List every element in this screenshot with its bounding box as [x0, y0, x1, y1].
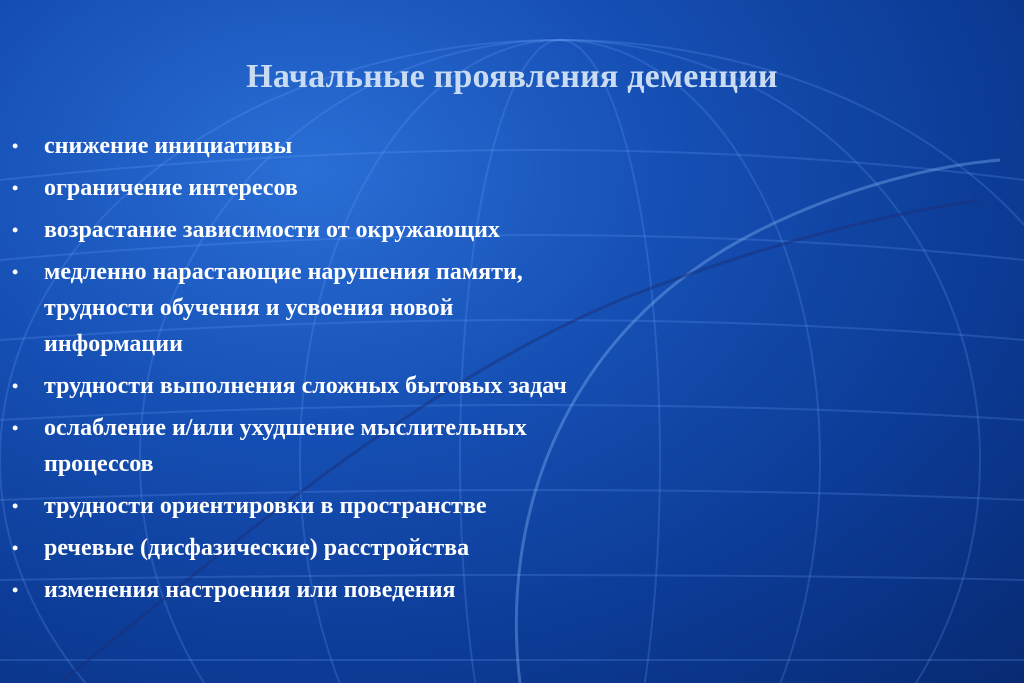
list-item-text: трудности выполнения сложных бытовых задач: [44, 373, 567, 399]
list-item: [0, 530, 1000, 566]
bullet-icon: •: [12, 538, 19, 558]
list-item-text: ограничение интересов: [44, 175, 298, 201]
bullet-icon: •: [12, 136, 19, 156]
bullet-icon: •: [12, 262, 19, 282]
bullet-icon: •: [12, 580, 19, 600]
list-item: [0, 368, 1000, 404]
bullet-icon: •: [12, 178, 19, 198]
slide-title: Начальные проявления деменции: [246, 58, 778, 95]
list-item-text-continued: информации: [44, 331, 183, 357]
bullet-list: [0, 128, 1000, 614]
list-item-text: изменения настроения или поведения: [44, 577, 456, 603]
list-item-text: снижение инициативы: [44, 133, 293, 159]
list-item-text: трудности ориентировки в пространстве: [44, 493, 487, 519]
list-item-text-continued: трудности обучения и усвоения новой: [44, 295, 454, 321]
bullet-icon: •: [12, 418, 19, 438]
list-item: [0, 170, 1000, 206]
list-item: [0, 488, 1000, 524]
list-item: [0, 572, 1000, 608]
bullet-icon: •: [12, 376, 19, 396]
list-item-text: речевые (дисфазические) расстройства: [44, 535, 470, 561]
list-item: [0, 128, 1000, 164]
list-item: [0, 212, 1000, 248]
bullet-icon: •: [12, 496, 19, 516]
bullet-icon: •: [12, 220, 19, 240]
list-item-text: возрастание зависимости от окружающих: [44, 217, 500, 243]
list-item: [0, 410, 1000, 482]
list-item: [0, 254, 1000, 362]
list-item-text-continued: процессов: [44, 451, 154, 477]
list-item-text: ослабление и/или ухудшение мыслительных: [44, 415, 527, 441]
list-item-text: медленно нарастающие нарушения памяти,: [44, 259, 523, 285]
